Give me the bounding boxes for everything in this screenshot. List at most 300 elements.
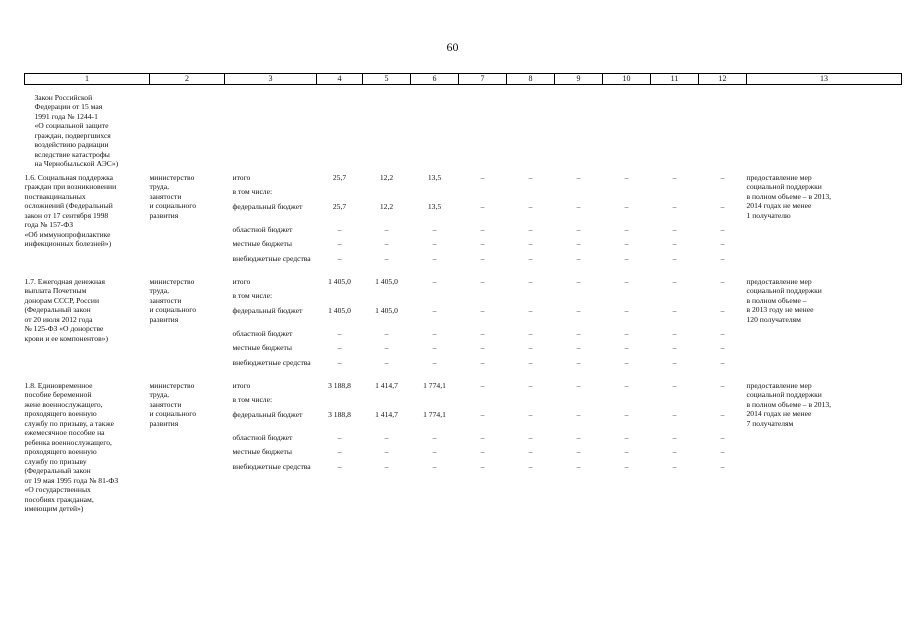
funding-source-label: федеральный бюджет xyxy=(232,305,303,315)
amount-value: – xyxy=(432,224,437,234)
amount-value: – xyxy=(624,343,629,353)
amount-cell xyxy=(459,291,507,306)
amount-cell xyxy=(603,202,651,225)
amount-column xyxy=(317,277,363,381)
amount-value: – xyxy=(624,432,629,442)
amount-value: – xyxy=(337,447,342,457)
amount-cell xyxy=(507,395,555,410)
column-number-row xyxy=(25,74,902,85)
amount-cell xyxy=(651,225,699,240)
amount-cell xyxy=(699,395,747,410)
funding-source-label: федеральный бюджет xyxy=(232,201,303,211)
amount-value: – xyxy=(432,305,437,315)
amount-column xyxy=(555,277,603,381)
amount-value: – xyxy=(528,447,533,457)
amount-value: – xyxy=(624,172,629,182)
amount-value: – xyxy=(528,253,533,263)
amount-cell xyxy=(363,447,411,462)
amount-cell xyxy=(507,410,555,433)
amount-cell xyxy=(507,447,555,462)
amount-value: – xyxy=(624,224,629,234)
amount-value: – xyxy=(576,357,581,367)
amount-cell xyxy=(555,410,603,433)
amount-cell xyxy=(603,329,651,344)
amount-value: – xyxy=(480,432,485,442)
amount-cell xyxy=(555,358,603,381)
amount-cell xyxy=(363,358,411,381)
amount-value: – xyxy=(528,409,533,419)
amount-value: – xyxy=(576,276,581,286)
amount-value: – xyxy=(337,253,342,263)
amount-value: 1 405,0 xyxy=(375,305,398,315)
amount-value: – xyxy=(720,276,725,286)
amount-cell xyxy=(317,381,363,396)
amount-cell xyxy=(555,306,603,329)
amount-value: 1 774,1 xyxy=(423,380,446,390)
amount-column xyxy=(603,277,651,381)
amount-cell xyxy=(363,462,411,485)
amount-cell xyxy=(699,462,747,485)
amount-value: – xyxy=(384,239,389,249)
column-number: 1 xyxy=(25,74,150,85)
funding-source-labels xyxy=(225,173,317,277)
amount-value: – xyxy=(720,239,725,249)
amount-value: 1 405,0 xyxy=(375,276,398,286)
amount-cell xyxy=(603,410,651,433)
amount-cell xyxy=(459,173,507,188)
amount-cell xyxy=(317,306,363,329)
amount-cell xyxy=(317,173,363,188)
column-number: 13 xyxy=(747,74,902,85)
amount-value: – xyxy=(720,253,725,263)
amount-value: – xyxy=(528,357,533,367)
amount-column xyxy=(459,277,507,381)
amount-cell xyxy=(411,433,459,448)
amount-cell xyxy=(459,381,507,396)
amount-cell xyxy=(603,187,651,202)
amount-value: – xyxy=(672,432,677,442)
amount-value: – xyxy=(528,172,533,182)
amount-cell xyxy=(699,306,747,329)
amount-cell xyxy=(317,410,363,433)
column-number: 7 xyxy=(459,74,507,85)
amount-cell xyxy=(363,291,411,306)
amount-cell xyxy=(317,187,363,202)
expected-result: предоставление мер социальной поддержки в полном объеме – в 2013 году не менее 120 получателям xyxy=(746,276,822,324)
amount-column xyxy=(411,277,459,381)
amount-value: 1 405,0 xyxy=(328,305,351,315)
amount-value: – xyxy=(624,253,629,263)
amount-value: – xyxy=(576,201,581,211)
amount-cell xyxy=(555,447,603,462)
amount-value: – xyxy=(480,172,485,182)
amount-cell xyxy=(363,343,411,358)
amount-cell xyxy=(651,291,699,306)
amount-cell xyxy=(651,202,699,225)
amount-value: – xyxy=(624,409,629,419)
amount-cell xyxy=(317,225,363,240)
amount-cell xyxy=(317,254,363,277)
amount-value: – xyxy=(432,447,437,457)
amount-cell xyxy=(699,410,747,433)
amount-value: – xyxy=(672,253,677,263)
amount-value: – xyxy=(480,328,485,338)
amount-cell xyxy=(555,462,603,485)
amount-column xyxy=(363,277,411,381)
amount-cell xyxy=(459,277,507,292)
amount-value: – xyxy=(432,328,437,338)
amount-cell xyxy=(651,254,699,277)
amount-cell xyxy=(411,462,459,485)
amount-cell xyxy=(411,343,459,358)
amount-cell xyxy=(555,239,603,254)
amount-column xyxy=(651,277,699,381)
amount-value: – xyxy=(480,224,485,234)
amount-cell xyxy=(459,433,507,448)
amount-column xyxy=(699,173,747,277)
amount-value: – xyxy=(432,357,437,367)
amount-cell xyxy=(555,433,603,448)
amount-column xyxy=(651,173,699,277)
column-number: 8 xyxy=(507,74,555,85)
amount-value: 1 414,7 xyxy=(375,380,398,390)
amount-value: – xyxy=(672,461,677,471)
amount-value: – xyxy=(720,201,725,211)
amount-cell xyxy=(651,447,699,462)
amount-value: 3 188,8 xyxy=(328,380,351,390)
amount-value: – xyxy=(720,432,725,442)
amount-value: – xyxy=(480,239,485,249)
amount-cell xyxy=(317,358,363,381)
amount-cell xyxy=(507,329,555,344)
amount-cell xyxy=(459,395,507,410)
amount-cell xyxy=(507,277,555,292)
amount-cell xyxy=(363,395,411,410)
amount-value: – xyxy=(528,328,533,338)
amount-value: – xyxy=(384,253,389,263)
amount-cell xyxy=(555,343,603,358)
amount-cell xyxy=(651,343,699,358)
amount-cell xyxy=(411,173,459,188)
funding-source-label: областной бюджет xyxy=(232,328,293,338)
amount-cell xyxy=(699,329,747,344)
amount-value: – xyxy=(528,432,533,442)
funding-source-label: в том числе: xyxy=(232,187,273,197)
amount-cell xyxy=(651,358,699,381)
amount-value: – xyxy=(672,380,677,390)
funding-source-label: местные бюджеты xyxy=(232,239,292,249)
amount-value: – xyxy=(720,447,725,457)
responsible-ministry: министерство труда, занятости и социального развития xyxy=(149,380,197,428)
amount-column xyxy=(317,381,363,514)
amount-cell xyxy=(603,225,651,240)
amount-value: – xyxy=(528,201,533,211)
amount-cell xyxy=(411,239,459,254)
amount-cell xyxy=(651,462,699,485)
amount-value: – xyxy=(528,343,533,353)
amount-value: – xyxy=(720,409,725,419)
amount-cell xyxy=(459,462,507,485)
amount-value: 25,7 xyxy=(332,201,347,211)
funding-source-label: в том числе: xyxy=(232,291,273,301)
amount-column xyxy=(699,381,747,514)
amount-cell xyxy=(459,343,507,358)
amount-value: – xyxy=(624,447,629,457)
column-number: 2 xyxy=(150,74,225,85)
amount-value: – xyxy=(480,409,485,419)
amount-column xyxy=(459,381,507,514)
amount-value: – xyxy=(720,305,725,315)
amount-cell xyxy=(459,410,507,433)
amount-value: – xyxy=(432,253,437,263)
amount-column xyxy=(363,173,411,277)
amount-cell xyxy=(651,329,699,344)
amount-value: – xyxy=(384,224,389,234)
amount-value: – xyxy=(480,201,485,211)
amount-cell xyxy=(363,173,411,188)
amount-cell xyxy=(411,202,459,225)
amount-value: – xyxy=(432,239,437,249)
amount-cell xyxy=(507,225,555,240)
amount-value: – xyxy=(720,328,725,338)
amount-cell xyxy=(363,202,411,225)
amount-value: – xyxy=(672,276,677,286)
amount-cell xyxy=(603,395,651,410)
amount-column xyxy=(363,381,411,514)
amount-value: – xyxy=(576,239,581,249)
amount-cell xyxy=(507,306,555,329)
program-table xyxy=(24,73,902,514)
amount-column xyxy=(317,173,363,277)
amount-cell xyxy=(411,254,459,277)
amount-cell xyxy=(555,381,603,396)
amount-value: – xyxy=(528,380,533,390)
amount-value: – xyxy=(624,461,629,471)
funding-source-label: итого xyxy=(232,172,251,182)
law-intro-text: Закон Российской Федерации от 15 мая 1991 года № 1244-1 «О социальной защите граждан, подвергшихся воздействию радиации вследствие катастрофы на Чернобыльской АЭС») xyxy=(34,93,119,169)
amount-cell xyxy=(411,306,459,329)
amount-value: 12,2 xyxy=(379,201,394,211)
amount-column xyxy=(555,173,603,277)
amount-column xyxy=(507,381,555,514)
amount-value: – xyxy=(576,172,581,182)
amount-cell xyxy=(699,358,747,381)
amount-cell xyxy=(317,447,363,462)
amount-cell xyxy=(555,395,603,410)
amount-cell xyxy=(699,433,747,448)
amount-cell xyxy=(459,447,507,462)
funding-source-labels xyxy=(225,381,317,514)
amount-value: – xyxy=(720,343,725,353)
amount-value: – xyxy=(720,461,725,471)
amount-value: – xyxy=(337,224,342,234)
amount-cell xyxy=(603,433,651,448)
amount-cell xyxy=(555,225,603,240)
amount-cell xyxy=(459,358,507,381)
amount-cell xyxy=(411,187,459,202)
amount-cell xyxy=(603,462,651,485)
amount-cell xyxy=(317,462,363,485)
amount-cell xyxy=(507,239,555,254)
amount-value: 1 405,0 xyxy=(328,276,351,286)
program-item-row xyxy=(25,277,902,381)
amount-column xyxy=(651,381,699,514)
amount-value: – xyxy=(337,461,342,471)
amount-value: – xyxy=(337,343,342,353)
amount-value: – xyxy=(432,343,437,353)
amount-value: – xyxy=(576,224,581,234)
amount-cell xyxy=(603,277,651,292)
amount-cell xyxy=(555,254,603,277)
amount-cell xyxy=(363,433,411,448)
amount-cell xyxy=(411,381,459,396)
amount-value: – xyxy=(624,380,629,390)
funding-source-label: внебюджетные средства xyxy=(232,461,311,471)
funding-source-label: областной бюджет xyxy=(232,432,293,442)
amount-cell xyxy=(507,343,555,358)
funding-source-label: местные бюджеты xyxy=(232,343,292,353)
amount-cell xyxy=(459,187,507,202)
column-number: 6 xyxy=(411,74,459,85)
amount-value: – xyxy=(528,461,533,471)
funding-source-label: областной бюджет xyxy=(232,224,293,234)
amount-value: – xyxy=(480,276,485,286)
amount-cell xyxy=(555,277,603,292)
amount-value: – xyxy=(528,276,533,286)
amount-value: – xyxy=(576,343,581,353)
amount-value: – xyxy=(480,447,485,457)
amount-value: – xyxy=(624,201,629,211)
amount-cell xyxy=(651,306,699,329)
amount-cell xyxy=(651,433,699,448)
amount-cell xyxy=(603,239,651,254)
amount-cell xyxy=(603,358,651,381)
amount-cell xyxy=(555,329,603,344)
amount-value: – xyxy=(480,357,485,367)
funding-source-label: внебюджетные средства xyxy=(232,253,311,263)
amount-column xyxy=(459,173,507,277)
funding-source-label: в том числе: xyxy=(232,395,273,405)
amount-cell xyxy=(317,202,363,225)
expected-result: предоставление мер социальной поддержки в полном объеме – в 2013, 2014 годах не менее 1 получателю xyxy=(746,172,832,220)
amount-cell xyxy=(651,239,699,254)
amount-cell xyxy=(699,447,747,462)
amount-value: – xyxy=(624,328,629,338)
amount-cell xyxy=(363,410,411,433)
amount-cell xyxy=(317,343,363,358)
amount-value: – xyxy=(672,447,677,457)
amount-value: – xyxy=(480,380,485,390)
amount-value: – xyxy=(672,239,677,249)
amount-value: 12,2 xyxy=(379,172,394,182)
program-item-row xyxy=(25,381,902,514)
amount-value: – xyxy=(337,357,342,367)
amount-value: – xyxy=(720,357,725,367)
amount-cell xyxy=(555,291,603,306)
amount-cell xyxy=(317,277,363,292)
amount-value: 13,5 xyxy=(427,201,442,211)
amount-cell xyxy=(363,381,411,396)
amount-value: – xyxy=(337,239,342,249)
amount-cell xyxy=(699,277,747,292)
column-number: 3 xyxy=(225,74,317,85)
amount-value: – xyxy=(672,343,677,353)
column-number: 4 xyxy=(317,74,363,85)
amount-value: – xyxy=(720,380,725,390)
amount-cell xyxy=(603,306,651,329)
amount-column xyxy=(603,381,651,514)
amount-value: – xyxy=(384,328,389,338)
amount-cell xyxy=(411,410,459,433)
amount-value: – xyxy=(480,305,485,315)
amount-value: – xyxy=(624,357,629,367)
amount-value: 1 774,1 xyxy=(423,409,446,419)
amount-cell xyxy=(651,381,699,396)
amount-value: – xyxy=(480,343,485,353)
amount-value: – xyxy=(624,239,629,249)
page-number: 60 xyxy=(446,40,459,54)
amount-cell xyxy=(507,358,555,381)
amount-cell xyxy=(699,381,747,396)
amount-cell xyxy=(507,291,555,306)
amount-value: – xyxy=(576,409,581,419)
amount-value: – xyxy=(720,224,725,234)
amount-cell xyxy=(363,306,411,329)
funding-source-label: итого xyxy=(232,276,251,286)
amount-column xyxy=(507,173,555,277)
amount-value: – xyxy=(576,380,581,390)
program-item-name: 1.8. Единовременное пособие беременной жене военнослужащего, проходящего военную службу по призыву, а также ежемесячное пособие на ребенка военнослужащего, проходящего военную службу по призыву (Федеральный закон от 19 мая 1995 года № 81-ФЗ «О государственных пособиях гражданам, имеющим детей») xyxy=(24,380,119,514)
column-number: 10 xyxy=(603,74,651,85)
amount-cell xyxy=(507,462,555,485)
amount-cell xyxy=(317,433,363,448)
amount-cell xyxy=(411,329,459,344)
amount-cell xyxy=(507,187,555,202)
amount-cell xyxy=(411,277,459,292)
amount-cell xyxy=(699,239,747,254)
funding-source-label: итого xyxy=(232,380,251,390)
amount-value: – xyxy=(384,357,389,367)
amount-cell xyxy=(363,239,411,254)
amount-cell xyxy=(603,447,651,462)
program-item-name: 1.6. Социальная поддержка граждан при возникновении поствакцинальных осложнений (Федеральный закон от 17 сентября 1998 года № 157-ФЗ «Об иммунопрофилактике инфекционных болезней») xyxy=(24,172,117,249)
amount-cell xyxy=(363,277,411,292)
amount-column xyxy=(507,277,555,381)
amount-cell xyxy=(411,225,459,240)
amount-cell xyxy=(363,187,411,202)
amount-value: – xyxy=(528,239,533,249)
amount-cell xyxy=(317,291,363,306)
amount-value: – xyxy=(672,305,677,315)
amount-value: – xyxy=(576,461,581,471)
amount-column xyxy=(555,381,603,514)
amount-cell xyxy=(411,358,459,381)
amount-value: – xyxy=(624,276,629,286)
amount-value: – xyxy=(337,432,342,442)
funding-source-label: внебюджетные средства xyxy=(232,357,311,367)
amount-cell xyxy=(363,329,411,344)
amount-cell xyxy=(603,381,651,396)
amount-value: – xyxy=(384,447,389,457)
amount-cell xyxy=(317,329,363,344)
amount-cell xyxy=(507,202,555,225)
amount-column xyxy=(411,381,459,514)
amount-value: 13,5 xyxy=(427,172,442,182)
amount-value: – xyxy=(672,409,677,419)
amount-cell xyxy=(699,187,747,202)
amount-value: – xyxy=(576,253,581,263)
amount-value: – xyxy=(384,461,389,471)
